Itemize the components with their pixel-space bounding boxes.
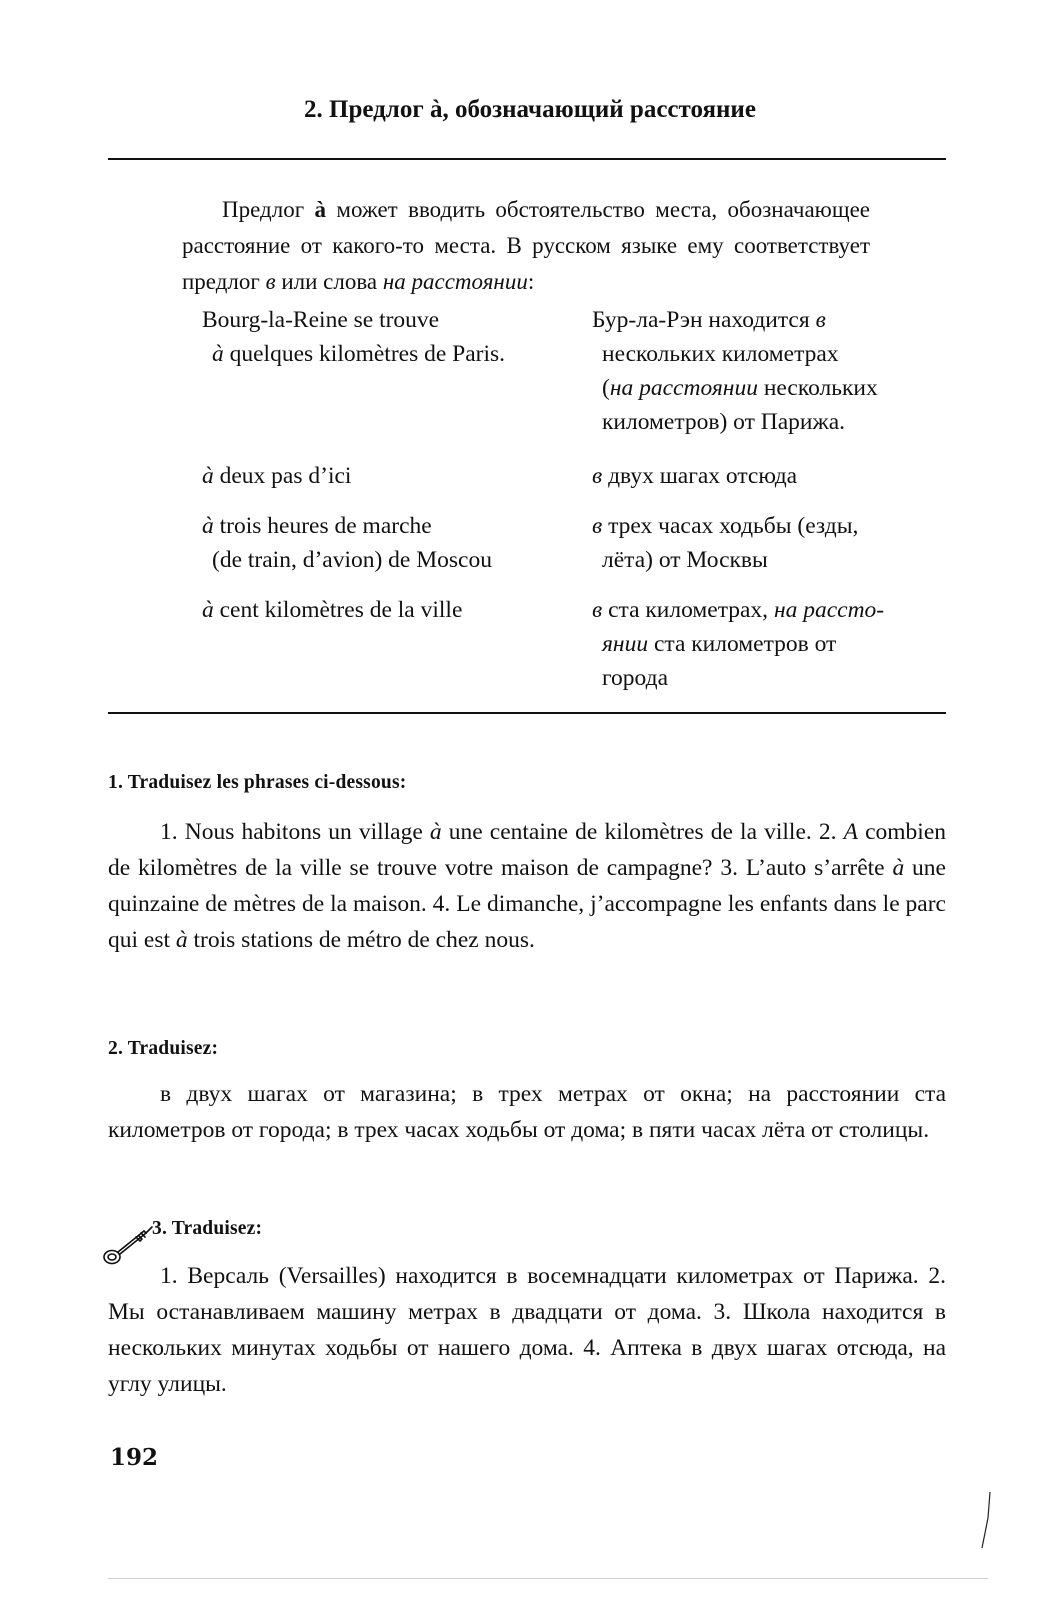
- example-text: cent kilomètres de la ville: [213, 597, 463, 623]
- example-italic: в: [592, 513, 603, 539]
- example-text: (: [602, 375, 610, 401]
- example-russian-line: километров) от Парижа.: [602, 409, 846, 435]
- example-italic: в: [592, 597, 603, 623]
- example-french-line: [202, 593, 592, 627]
- example-russian-line: [592, 303, 942, 337]
- example-row: [202, 593, 942, 695]
- example-french: [202, 509, 592, 577]
- example-russian-line: [592, 593, 942, 627]
- example-russian-line: [592, 459, 942, 493]
- example-row: [202, 459, 942, 493]
- example-text: ста километров от: [648, 631, 837, 657]
- exercise-2-title: 2. Traduisez:: [108, 1038, 219, 1059]
- page-number: 192: [110, 1444, 159, 1471]
- exercise-text: combien de kilomètres de la ville se trouve votre maison de campagne? 3. L’auto s’arrête: [108, 819, 946, 881]
- example-french: [202, 593, 592, 695]
- example-russian-line: [592, 627, 942, 661]
- example-italic: à: [202, 513, 214, 539]
- example-text: deux pas d’ici: [213, 463, 352, 489]
- example-italic: à: [202, 597, 214, 623]
- example-row: [202, 509, 942, 577]
- exercise-italic: à: [892, 855, 905, 881]
- example-russian: [592, 459, 942, 493]
- example-italic: в: [592, 463, 603, 489]
- exercise-3-title: 3. Traduisez:: [152, 1218, 263, 1239]
- example-text: двух шагах отсюда: [602, 463, 798, 489]
- exercise-1-title: 1. Traduisez les phrases ci-dessous:: [108, 772, 407, 793]
- intro-paragraph: [182, 192, 870, 300]
- example-italic: на расстоянии: [609, 375, 758, 401]
- intro-text: :: [527, 269, 535, 294]
- exercise-italic: à: [175, 927, 188, 953]
- intro-text: или слова: [275, 269, 383, 294]
- example-row: [202, 303, 942, 439]
- intro-italic: на расстоянии: [382, 269, 528, 294]
- example-french: [202, 459, 592, 493]
- example-russian-line: [592, 371, 942, 405]
- exercise-1-paragraph: [108, 814, 946, 958]
- exercise-italic: à: [429, 819, 442, 845]
- exercise-text: 1. Nous habitons un village: [160, 819, 430, 845]
- example-text: quelques kilomètres de Paris.: [223, 341, 506, 367]
- example-french-line: (de train, d’avion) de Moscou: [212, 547, 492, 573]
- example-text: Бур-ла-Рэн находится: [592, 307, 816, 333]
- example-russian: [592, 303, 942, 439]
- example-french: [202, 303, 592, 439]
- example-italic: à: [212, 341, 224, 367]
- exercise-2-text: [108, 1076, 946, 1148]
- example-russian: [592, 593, 942, 695]
- exercise-italic: A: [843, 819, 858, 845]
- example-russian-line: [592, 509, 942, 543]
- example-russian: [592, 509, 942, 577]
- example-russian-line: лёта) от Москвы: [602, 547, 768, 573]
- example-french-line: [202, 459, 592, 493]
- section-title: 2. Предлог à, обозначающий расстояние: [304, 96, 756, 123]
- example-text: ста километрах,: [602, 597, 774, 623]
- intro-italic: в: [265, 269, 276, 294]
- exercise-text: une quinzaine de mètres de la maison. 4. Le dimanche, j’accompagne les enfants dans le parc qui est: [108, 855, 946, 953]
- rule-box-intro: [182, 192, 870, 300]
- example-text: trois heures de marche: [213, 513, 432, 539]
- exercise-1-text: [108, 814, 946, 958]
- example-italic: в: [815, 307, 826, 333]
- example-french-line: [202, 509, 592, 543]
- example-russian-line: нескольких километрах: [602, 341, 839, 367]
- exercise-2-paragraph: в двух шагах от магазина; в трех метрах от окна; на расстоянии ста километров от города; в трех часах ходьбы от дома; в пяти часах лёта от столицы.: [108, 1081, 946, 1143]
- example-text: нескольких: [757, 375, 878, 401]
- example-french-line: [202, 337, 592, 371]
- examples-table: [202, 303, 942, 711]
- example-italic: на рассто-: [773, 597, 885, 623]
- scan-bottom-edge: [108, 1578, 988, 1579]
- example-russian-line: города: [602, 665, 669, 691]
- exercise-text: une centaine de kilomètres de la ville. 2.: [441, 819, 844, 845]
- example-text: трех часах ходьбы (езды,: [602, 513, 859, 539]
- exercise-3-text: [108, 1258, 946, 1402]
- example-french-line: Bourg-la-Reine se trouve: [202, 307, 440, 333]
- intro-text: Предлог: [222, 197, 315, 222]
- rule-bottom: [108, 712, 946, 714]
- rule-top: [108, 158, 946, 160]
- intro-bold-preposition: à: [314, 197, 327, 222]
- exercise-3-paragraph: 1. Версаль (Versailles) находится в восемнадцати километрах от Парижа. 2. Мы останавливаем машину метрах в двадцати от дома. 3. Школа находится в нескольких минутах ходьбы от нашего дома. 4. Аптека в двух шагах отсюда, на углу улицы.: [108, 1263, 946, 1397]
- example-italic: янии: [602, 631, 649, 657]
- intro-text: может вводить обстоятельство места, обозначающее расстояние от какого-то места. В русском языке ему соответствует предлог: [182, 197, 870, 294]
- exercise-text: trois stations de métro de chez nous.: [187, 927, 535, 953]
- example-italic: à: [202, 463, 214, 489]
- scan-edge-mark: [970, 1488, 1000, 1558]
